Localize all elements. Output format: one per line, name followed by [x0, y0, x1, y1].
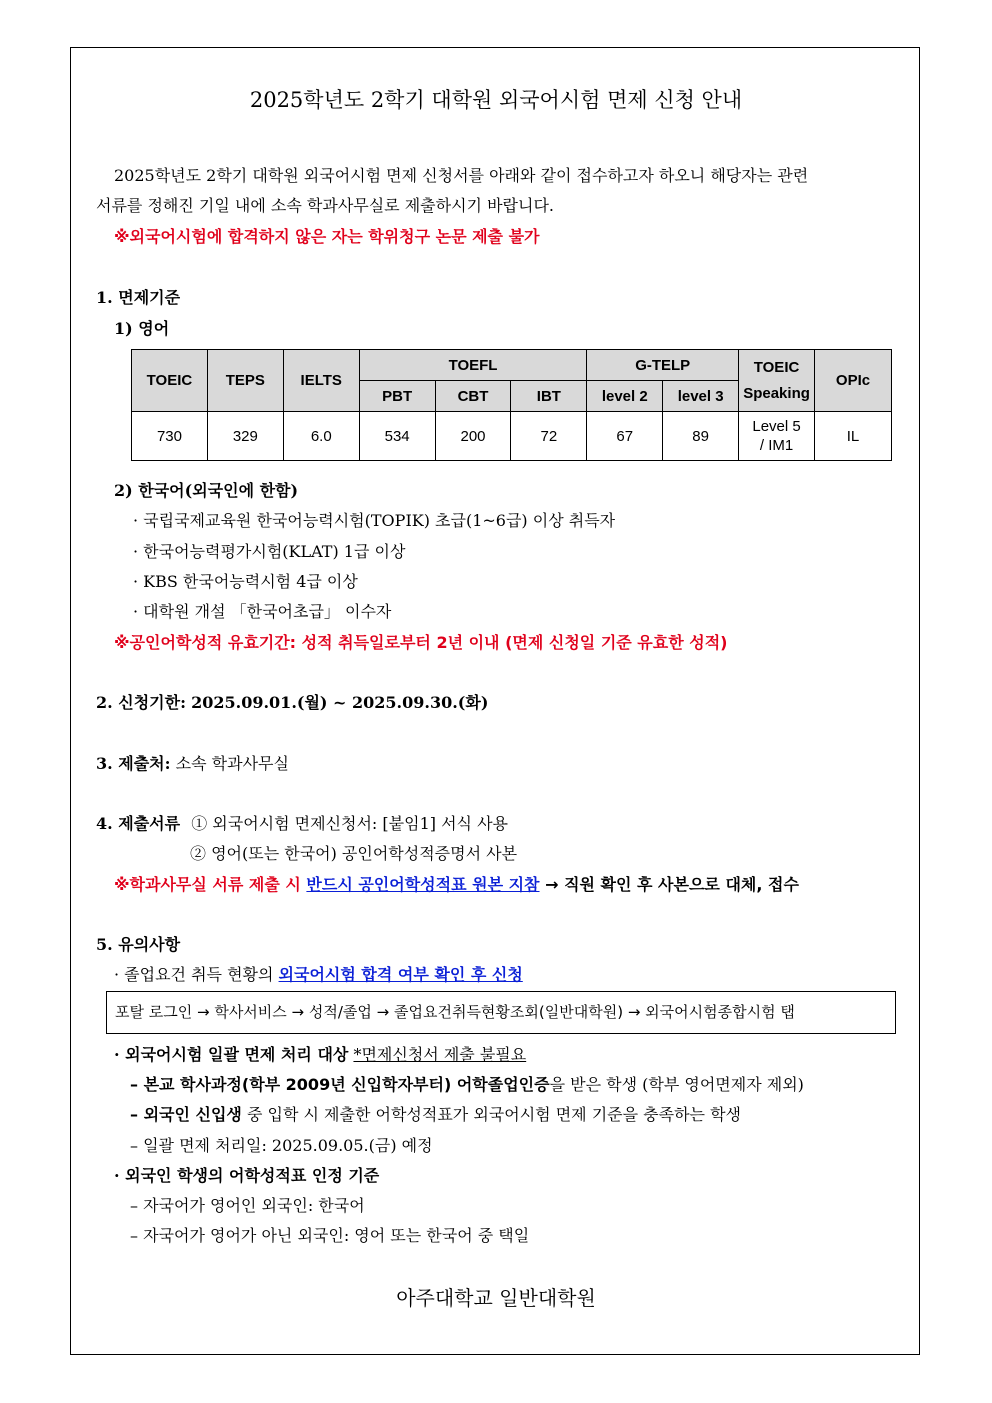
col-toefl-pbt: PBT — [359, 381, 435, 412]
toeic-speaking-line-1: TOEIC — [753, 358, 800, 376]
english-score-table — [131, 349, 892, 461]
value-teps: 329 — [207, 412, 283, 461]
bulk-item-3: – 일괄 면제 처리일: 2025.09.05.(금) 예정 — [130, 1136, 433, 1155]
korean-item: · 대학원 개설 「한국어초급」 이수자 — [133, 602, 392, 621]
page-title: 2025학년도 2학기 대학원 외국어시험 면제 신청 안내 — [249, 88, 743, 112]
submission-note — [114, 872, 799, 895]
foreign-item-2: – 자국어가 영어가 아닌 외국인: 영어 또는 한국어 중 택일 — [130, 1226, 530, 1245]
document-item-2: ② 영어(또는 한국어) 공인어학성적증명서 사본 — [190, 844, 518, 863]
section-4-label: 4. 제출서류 — [96, 814, 181, 833]
value-toeic: 730 — [132, 412, 208, 461]
check-line — [114, 962, 523, 985]
submission-note-red: ※학과사무실 서류 제출 시 — [114, 875, 307, 894]
col-teps: TEPS — [207, 350, 283, 412]
portal-path-box: 포탈 로그인 → 학사서비스 → 성적/졸업 → 졸업요건취득현황조회(일반대학원) → 외국어시험종합시험 탭 — [106, 991, 896, 1034]
korean-item: · KBS 한국어능력시험 4급 이상 — [133, 572, 358, 591]
value-ielts: 6.0 — [283, 412, 359, 461]
toeic-speaking-value-line-2: / IM1 — [759, 437, 794, 454]
col-ielts: IELTS — [283, 350, 359, 412]
value-toefl-pbt: 534 — [359, 412, 435, 461]
toeic-speaking-value-line-1: Level 5 — [752, 418, 801, 435]
section-2-label: 2. 신청기한: — [96, 693, 187, 712]
submission-place: 소속 학과사무실 — [175, 754, 289, 773]
warning-note: ※외국어시험에 합격하지 않은 자는 학위청구 논문 제출 불가 — [114, 227, 540, 246]
check-prefix: · 졸업요건 취득 현황의 — [114, 965, 279, 984]
bulk-item-1-bold: – 본교 학사과정(학부 2009년 신입학자부터) 어학졸업인증 — [130, 1075, 550, 1094]
section-4 — [96, 811, 508, 834]
col-opic: OPIc — [815, 350, 892, 412]
value-opic: IL — [815, 412, 892, 461]
foreign-heading: · 외국인 학생의 어학성적표 인정 기준 — [114, 1166, 380, 1185]
submission-note-black: → 직원 확인 후 사본으로 대체, 접수 — [539, 875, 799, 894]
document-item-1: ① 외국어시험 면제신청서: [붙임1] 서식 사용 — [191, 814, 508, 833]
toeic-speaking-line-2: Speaking — [743, 384, 810, 402]
col-toefl-ibt: IBT — [511, 381, 587, 412]
section-5-heading: 5. 유의사항 — [96, 935, 181, 954]
col-toeic: TOEIC — [132, 350, 208, 412]
col-toeic-speaking — [739, 350, 815, 412]
value-toefl-ibt: 72 — [511, 412, 587, 461]
bulk-note: *면제신청서 제출 불필요 — [353, 1045, 527, 1064]
col-toefl-cbt: CBT — [435, 381, 511, 412]
value-gtelp-level2: 67 — [587, 412, 663, 461]
check-link: 외국어시험 합격 여부 확인 후 신청 — [278, 965, 523, 984]
col-toefl: TOEFL — [359, 350, 587, 381]
section-2 — [96, 690, 488, 713]
submission-note-blue: 반드시 공인어학성적표 원본 지참 — [306, 875, 540, 894]
issuer-footer: 아주대학교 일반대학원 — [396, 1286, 596, 1310]
section-1-heading: 1. 면제기준 — [96, 288, 181, 307]
korean-item: · 한국어능력평가시험(KLAT) 1급 이상 — [133, 542, 406, 561]
application-period: 2025.09.01.(월) ~ 2025.09.30.(화) — [191, 693, 489, 712]
bulk-item-2-rest: 중 입학 시 제출한 어학성적표가 외국어시험 면제 기준을 충족하는 학생 — [241, 1105, 741, 1124]
value-toefl-cbt: 200 — [435, 412, 511, 461]
intro-line-2: 서류를 정해진 기일 내에 소속 학과사무실로 제출하시기 바랍니다. — [96, 196, 555, 215]
value-gtelp-level3: 89 — [663, 412, 739, 461]
english-heading: 1) 영어 — [114, 319, 170, 338]
bulk-item-1 — [130, 1072, 804, 1095]
section-3 — [96, 751, 289, 774]
value-toeic-speaking — [739, 412, 815, 461]
validity-note: ※공인어학성적 유효기간: 성적 취득일로부터 2년 이내 (면제 신청일 기준 유효한 성적) — [114, 633, 728, 652]
col-gtelp: G-TELP — [587, 350, 739, 381]
korean-heading: 2) 한국어(외국인에 한함) — [114, 481, 299, 500]
bulk-heading: · 외국어시험 일괄 면제 처리 대상 — [114, 1045, 349, 1064]
korean-item: · 국립국제교육원 한국어능력시험(TOPIK) 초급(1~6급) 이상 취득자 — [133, 511, 616, 530]
bulk-item-2 — [130, 1102, 741, 1125]
section-3-label: 3. 제출처: — [96, 754, 171, 773]
bulk-exemption-line — [114, 1042, 526, 1065]
foreign-item-1: – 자국어가 영어인 외국인: 한국어 — [130, 1196, 365, 1215]
intro-line-1: 2025학년도 2학기 대학원 외국어시험 면제 신청서를 아래와 같이 접수하고자 하오니 해당자는 관련 — [114, 166, 809, 185]
bulk-item-1-rest: 을 받은 학생 (학부 영어면제자 제외) — [549, 1075, 804, 1094]
col-gtelp-level3: level 3 — [663, 381, 739, 412]
col-gtelp-level2: level 2 — [587, 381, 663, 412]
bulk-item-2-bold: – 외국인 신입생 — [130, 1105, 242, 1124]
